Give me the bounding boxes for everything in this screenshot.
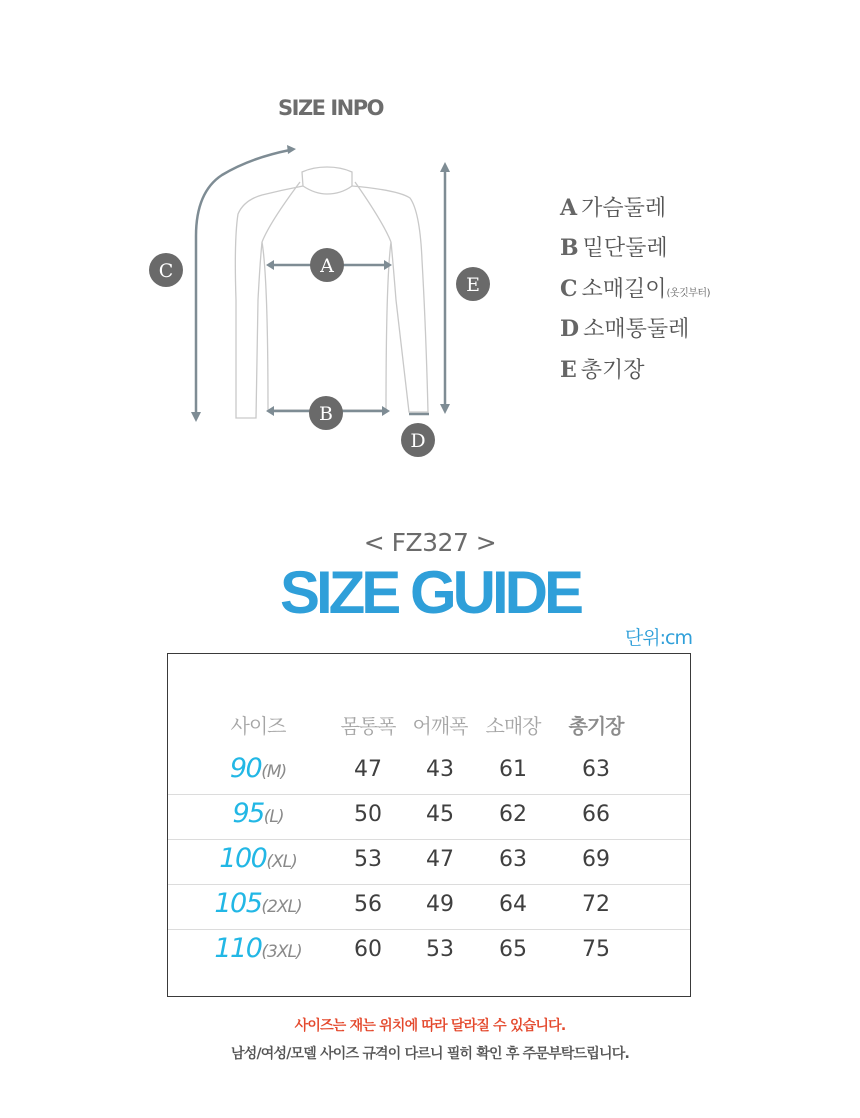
sleeve-length-value: 62 (499, 802, 527, 827)
arrow-head-icon (266, 406, 274, 416)
total-length-value: 66 (582, 802, 610, 827)
svg-text:D: D (410, 430, 426, 452)
sleeve-length-value: 63 (499, 847, 527, 872)
svg-text:B: B (319, 403, 333, 425)
total-length-value: 72 (582, 892, 610, 917)
marker-d (401, 423, 435, 457)
arrow-head-icon (384, 260, 392, 270)
marker-e (456, 267, 490, 301)
legend-item-b: B 밑단둘레 (560, 235, 668, 261)
marker-b (309, 396, 343, 430)
model-code: < FZ327 > (363, 528, 497, 557)
header-total-length: 총기장 (568, 714, 624, 738)
size-table (167, 653, 691, 997)
size-cell: 90(M) (229, 753, 287, 784)
legend-item-a: A 가슴둘레 (560, 195, 667, 221)
arrow-head-icon (440, 162, 450, 172)
table-row (168, 929, 690, 974)
arrow-head-icon (266, 260, 274, 270)
legend-item-c: C 소매길이(옷깃부터) (560, 276, 710, 302)
size-info-title: SIZE INPO (278, 96, 383, 120)
marker-c (149, 253, 183, 287)
size-cell: 105(2XL) (214, 888, 302, 919)
sleeve-length-value: 65 (499, 937, 527, 962)
sleeve-length-value: 61 (499, 757, 527, 782)
table-row (168, 884, 690, 929)
shoulder-width-value: 43 (426, 757, 454, 782)
shoulder-width-value: 53 (426, 937, 454, 962)
body-width-value: 60 (354, 937, 382, 962)
header-size: 사이즈 (230, 714, 286, 738)
arrow-head-icon (440, 404, 450, 414)
shoulder-width-value: 47 (426, 847, 454, 872)
unit-label: 단위:cm (624, 627, 692, 649)
body-width-value: 50 (354, 802, 382, 827)
legend-note: (옷깃부터) (666, 288, 710, 299)
sleeve-length-arrow (196, 150, 290, 418)
marker-a (310, 248, 344, 282)
total-length-value: 69 (582, 847, 610, 872)
legend-item-d: D 소매통둘레 (560, 316, 690, 342)
shoulder-width-value: 49 (426, 892, 454, 917)
header-sleeve-length: 소매장 (485, 714, 541, 738)
arrow-head-icon (287, 145, 296, 154)
total-length-value: 63 (582, 757, 610, 782)
table-row (168, 749, 690, 794)
size-cell: 100(XL) (219, 843, 297, 874)
garment-diagram (0, 0, 860, 480)
svg-text:E: E (466, 274, 480, 296)
shirt-outline-icon (235, 167, 428, 418)
size-cell: 95(L) (232, 798, 284, 829)
table-row (168, 794, 690, 839)
arrow-head-icon (191, 412, 201, 422)
total-length-value: 75 (582, 937, 610, 962)
size-info-note: 남성/여성/모델 사이즈 규격이 다르니 필히 확인 후 주문부탁드립니다. (231, 1046, 629, 1062)
header-shoulder-width: 어깨폭 (412, 714, 468, 738)
size-warning-note: 사이즈는 재는 위치에 따라 달라질 수 있습니다. (294, 1018, 566, 1034)
header-body-width: 몸통폭 (340, 714, 396, 738)
sleeve-length-value: 64 (499, 892, 527, 917)
body-width-value: 53 (354, 847, 382, 872)
size-guide-title: SIZE GUIDE (279, 559, 581, 626)
svg-text:A: A (320, 255, 334, 277)
body-width-value: 47 (354, 757, 382, 782)
shoulder-width-value: 45 (426, 802, 454, 827)
size-cell: 110(3XL) (214, 933, 302, 964)
legend-item-e: E 총기장 (560, 357, 645, 383)
table-row (168, 839, 690, 884)
svg-text:C: C (158, 260, 174, 282)
body-width-value: 56 (354, 892, 382, 917)
